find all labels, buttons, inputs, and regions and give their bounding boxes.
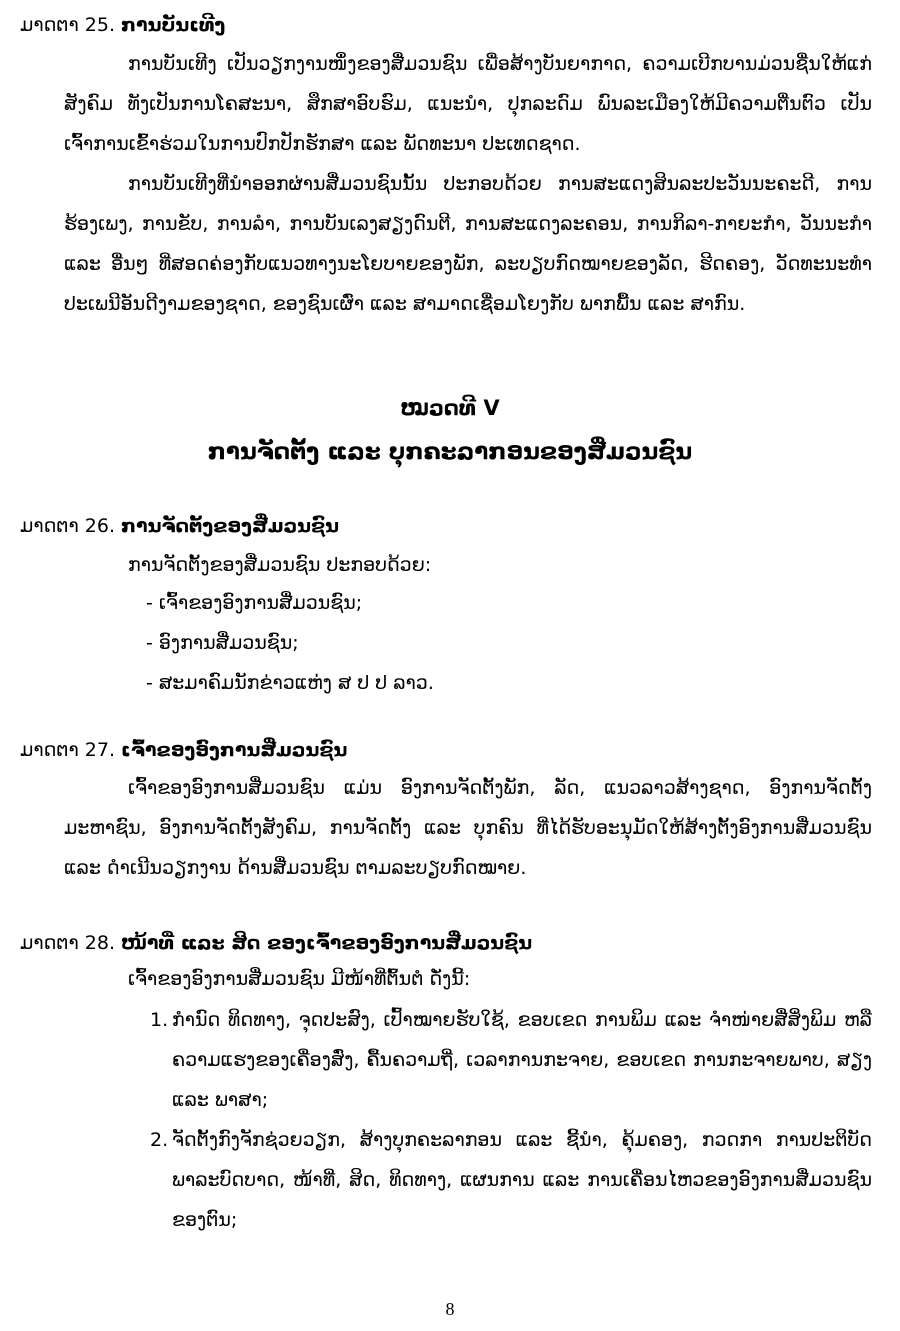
list-item-number: 1. (150, 1009, 169, 1031)
list-item-text: ກໍານົດ ທິດທາງ, ຈຸດປະສົງ, ເປົ້າໝາຍຮັບໃຊ້, ຂອບເຂດ ການພິມ ແລະ ຈໍາໜ່າຍສື່ສິ່ງພິມ ຫລື ຄວາມແຮງຂອງເຄື່ອງສົ່ງ, ຄື້ນຄວາມຖີ່, ເວລາການກະຈາຍ, ຂອບເຂດ ການກະຈາຍພາບ, ສຽງ ແລະ ພາສາ; (172, 1009, 872, 1111)
article-26-number: ມາດຕາ 26. (20, 515, 115, 537)
list-item: - ສະມາຄົມນັກຂ່າວແຫ່ງ ສ ປ ປ ລາວ. (146, 672, 434, 694)
article-28-heading (20, 930, 532, 956)
chapter-title: ການຈັດຕັ້ງ ແລະ ບຸກຄະລາກອນຂອງສື່ມວນຊົນ (207, 439, 693, 465)
list-item: - ອົງການສື່ມວນຊົນ; (146, 632, 299, 654)
page-number: 8 (445, 1299, 455, 1319)
article-27-number: ມາດຕາ 27. (20, 739, 115, 761)
article-28-title: ໜ້າທີ່ ແລະ ສິດ ຂອງເຈົ້າຂອງອົງການສື່ມວນຊົນ (121, 932, 533, 954)
chapter-number: ໝວດທີ V (400, 396, 500, 420)
list-item: - ເຈົ້າຂອງອົງການສື່ມວນຊົນ; (146, 592, 363, 614)
list-item-number: 2. (150, 1129, 169, 1151)
article-27-title: ເຈົ້າຂອງອົງການສື່ມວນຊົນ (121, 739, 348, 761)
article-25-paragraph-2: ການບັນເທີງທີ່ນໍາອອກຜ່ານສື່ມວນຊົນນັ້ນ ປະກອບດ້ວຍ ການສະແດງສິນລະປະວັນນະຄະດີ, ການຮ້ອງເພງ, ການຂັບ, ການລໍາ, ການບັນເລງສຽງດົນຕີ, ການສະແດງລະຄອນ, ການກິລາ-ກາຍະກໍາ, ວັນນະກໍາ ແລະ ອື່ນໆ ທີ່ສອດຄ່ອງກັບແນວທາງນະໂຍບາຍຂອງພັກ, ລະບຽບກົດໝາຍຂອງລັດ, ຮີດຄອງ, ວັດທະນະທໍາ ປະເພນີອັນດີງາມຂອງຊາດ, ຂອງຊົນເຜົ່າ ແລະ ສາມາດເຊື່ອມໂຍງກັບ ພາກພື້ນ ແລະ ສາກົນ. (64, 173, 872, 315)
article-25-paragraph-1: ການບັນເທີງ ເປັນວຽກງານໜຶ່ງຂອງສື່ມວນຊົນ ເພື່ອສ້າງບັນຍາກາດ, ຄວາມເບີກບານມ່ວນຊື່ນໃຫ້ແກ່ສັງຄົມ ທັງເປັນການໂຄສະນາ, ສຶກສາອົບຮົມ, ແນະນໍາ, ປຸກລະດົມ ພົນລະເມືອງໃຫ້ມີຄວາມຕື່ນຕົວ ເປັນເຈົ້າການເຂົ້າຮ່ວມໃນການປົກປັກຮັກສາ ແລະ ພັດທະນາ ປະເທດຊາດ. (64, 53, 872, 155)
article-28-intro: ເຈົ້າຂອງອົງການສື່ມວນຊົນ ມີໜ້າທີ່ຕົ້ນຕໍ ດັ່ງນີ້: (128, 968, 471, 990)
article-28-list (146, 1000, 872, 1240)
article-26-title: ການຈັດຕັ້ງຂອງສື່ມວນຊົນ (121, 515, 340, 537)
list-item (146, 1120, 872, 1240)
article-25-number: ມາດຕາ 25. (20, 14, 115, 36)
list-item (146, 1000, 872, 1120)
article-28-number: ມາດຕາ 28. (20, 932, 115, 954)
article-25-title: ການບັນເທີງ (121, 14, 226, 36)
article-27-heading (20, 737, 347, 763)
list-item-text: ຈັດຕັ້ງກົງຈັກຊ່ວຍວຽກ, ສ້າງບຸກຄະລາກອນ ແລະ ຊີ້ນໍາ, ຄຸ້ມຄອງ, ກວດກາ ການປະຕິບັດພາລະບົດບາດ, ໜ້າທີ່, ສິດ, ທິດທາງ, ແຜນການ ແລະ ການເຄື່ອນໄຫວຂອງອົງການສື່ມວນຊົນ ຂອງຕົນ; (172, 1129, 872, 1231)
article-26-heading (20, 513, 339, 539)
article-25-heading (20, 12, 225, 38)
article-26-intro: ການຈັດຕັ້ງຂອງສື່ມວນຊົນ ປະກອບດ້ວຍ: (128, 554, 432, 576)
article-27-paragraph: ເຈົ້າຂອງອົງການສື່ມວນຊົນ ແມ່ນ ອົງການຈັດຕັ້ງພັກ, ລັດ, ແນວລາວສ້າງຊາດ, ອົງການຈັດຕັ້ງມະຫາຊົນ, ອົງການຈັດຕັ້ງສັງຄົມ, ການຈັດຕັ້ງ ແລະ ບຸກຄົນ ທີ່ໄດ້ຮັບອະນຸມັດໃຫ້ສ້າງຕັ້ງອົງການສື່ມວນຊົນ ແລະ ດໍາເນີນວຽກງານ ດ້ານສື່ມວນຊົນ ຕາມລະບຽບກົດໝາຍ. (64, 777, 872, 879)
article-26-list (146, 583, 434, 703)
